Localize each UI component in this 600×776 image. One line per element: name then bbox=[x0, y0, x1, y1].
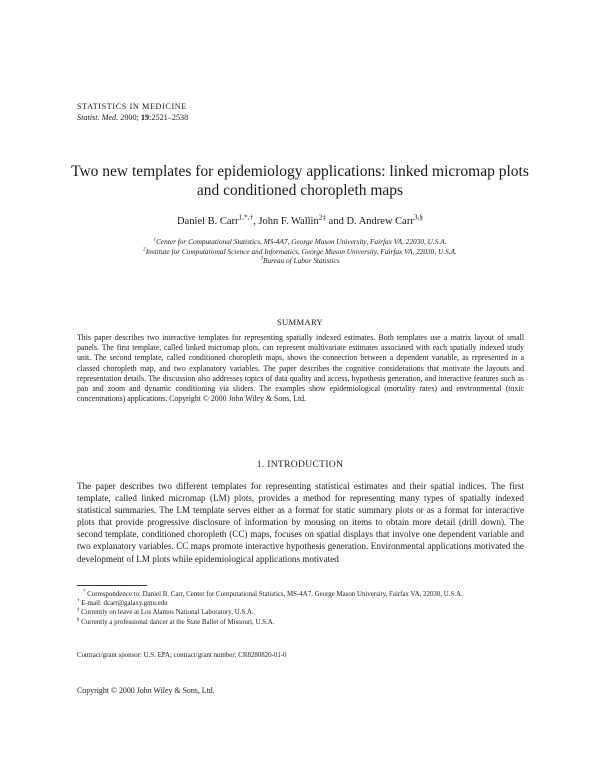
affiliation-1: $^1$Center for Computational Statistics, MS-4A7, George Mason University, Fairfax VA, 22030, U.S.A. bbox=[153, 236, 447, 246]
affiliation-2: $^2$Institute for Computational Science and Informatics, George Mason University, Fairfax VA, 22030, U.S.A. bbox=[143, 246, 457, 256]
footnote-leave: ‡ Currently on leave at Los Alamos National Laboratory, U.S.A. bbox=[77, 608, 254, 617]
author-3: D. Andrew Carr bbox=[346, 216, 414, 227]
footnote-correspondence: * Correspondence to: Daniel B. Carr, Center for Computational Statistics, MS-4A7, George Mason University, Fairfax VA, 22030, U.S.A. bbox=[83, 589, 463, 598]
contract-grant-line: Contract/grant sponsor: U.S. EPA; contract/grant number: CR8280820-01-0 bbox=[77, 652, 287, 659]
author-2-marks: 2‡ bbox=[318, 212, 327, 222]
journal-name: STATISTICS IN MEDICINE bbox=[77, 102, 187, 111]
section-heading-introduction: 1. INTRODUCTION bbox=[256, 459, 344, 470]
author-1-marks: 1,*,† bbox=[238, 212, 254, 222]
footnotes bbox=[77, 590, 524, 627]
summary-text: This paper describes two interactive templates for representing spatially indexed estimates. Both templates use a matrix layout of small panels. The first template, called linked micromap plots, can represent multivariate estimates associated with each spatially indexed study unit. The second template, called conditioned choropleth maps, shows the connection between a dependent variable, as represented in a classed choropleth map, and two explanatory variables. The paper describes the cognitive considerations that motivate the layouts and representation details. The discussion also addresses topics of data quality and access, hypothesis generation, and interactive features such as pan and zoom and dynamic conditioning via sliders. The examples show epidemiological (mortality rates) and environmental (toxic concentrations) applications. Copyright © 2000 John Wiley & Sons, Ltd. bbox=[77, 333, 524, 404]
author-3-marks: 3,§ bbox=[413, 212, 424, 222]
author-separator: , bbox=[253, 216, 259, 227]
citation-year: 2000; bbox=[120, 113, 139, 122]
citation-journal: Statist. Med. bbox=[77, 113, 119, 122]
introduction-text: The paper describes two different templates for representing statistical estimates and their spatial indices. The first template, called linked micromap (LM) plots, provides a method for representing many types of spatially indexed statistical summaries. The LM template serves either as a format for static summary plots or as a format for interactive plots that provide progressive disclosure of information by mousing on items to obtain more detail (drill down). The second template, conditioned choropleth (CC) maps, focuses on spatial displays that involve one dependent variable and two explanatory variables. CC maps promote interactive hypothesis generation. Environmental applications motivated the development of LM plots while epidemiological applications motivated bbox=[77, 481, 524, 564]
footnote-email: † E-mail: dcarr@galaxy.gmu.edu bbox=[77, 598, 168, 608]
author-separator: and bbox=[326, 216, 347, 227]
footnote-divider bbox=[77, 585, 147, 586]
paper-title: Two new templates for epidemiology applications: linked micromap plots and conditioned choropleth maps bbox=[71, 163, 529, 199]
affiliations bbox=[60, 237, 540, 266]
author-line bbox=[60, 212, 540, 227]
summary-heading: SUMMARY bbox=[276, 317, 324, 327]
footnote-dancer: § Currently a professional dancer at the State Ballet of Missouri, U.S.A. bbox=[77, 617, 275, 626]
copyright-line: Copyright © 2000 John Wiley & Sons, Ltd. bbox=[77, 686, 215, 695]
citation-volume: 19 bbox=[140, 113, 150, 122]
author-2: John F. Wallin bbox=[258, 216, 319, 227]
citation-line bbox=[77, 113, 188, 122]
citation-pages: :2521–2538 bbox=[149, 113, 189, 122]
author-1: Daniel B. Carr bbox=[176, 216, 239, 227]
affiliation-3: $^3$Bureau of Labor Statistics bbox=[260, 255, 340, 265]
